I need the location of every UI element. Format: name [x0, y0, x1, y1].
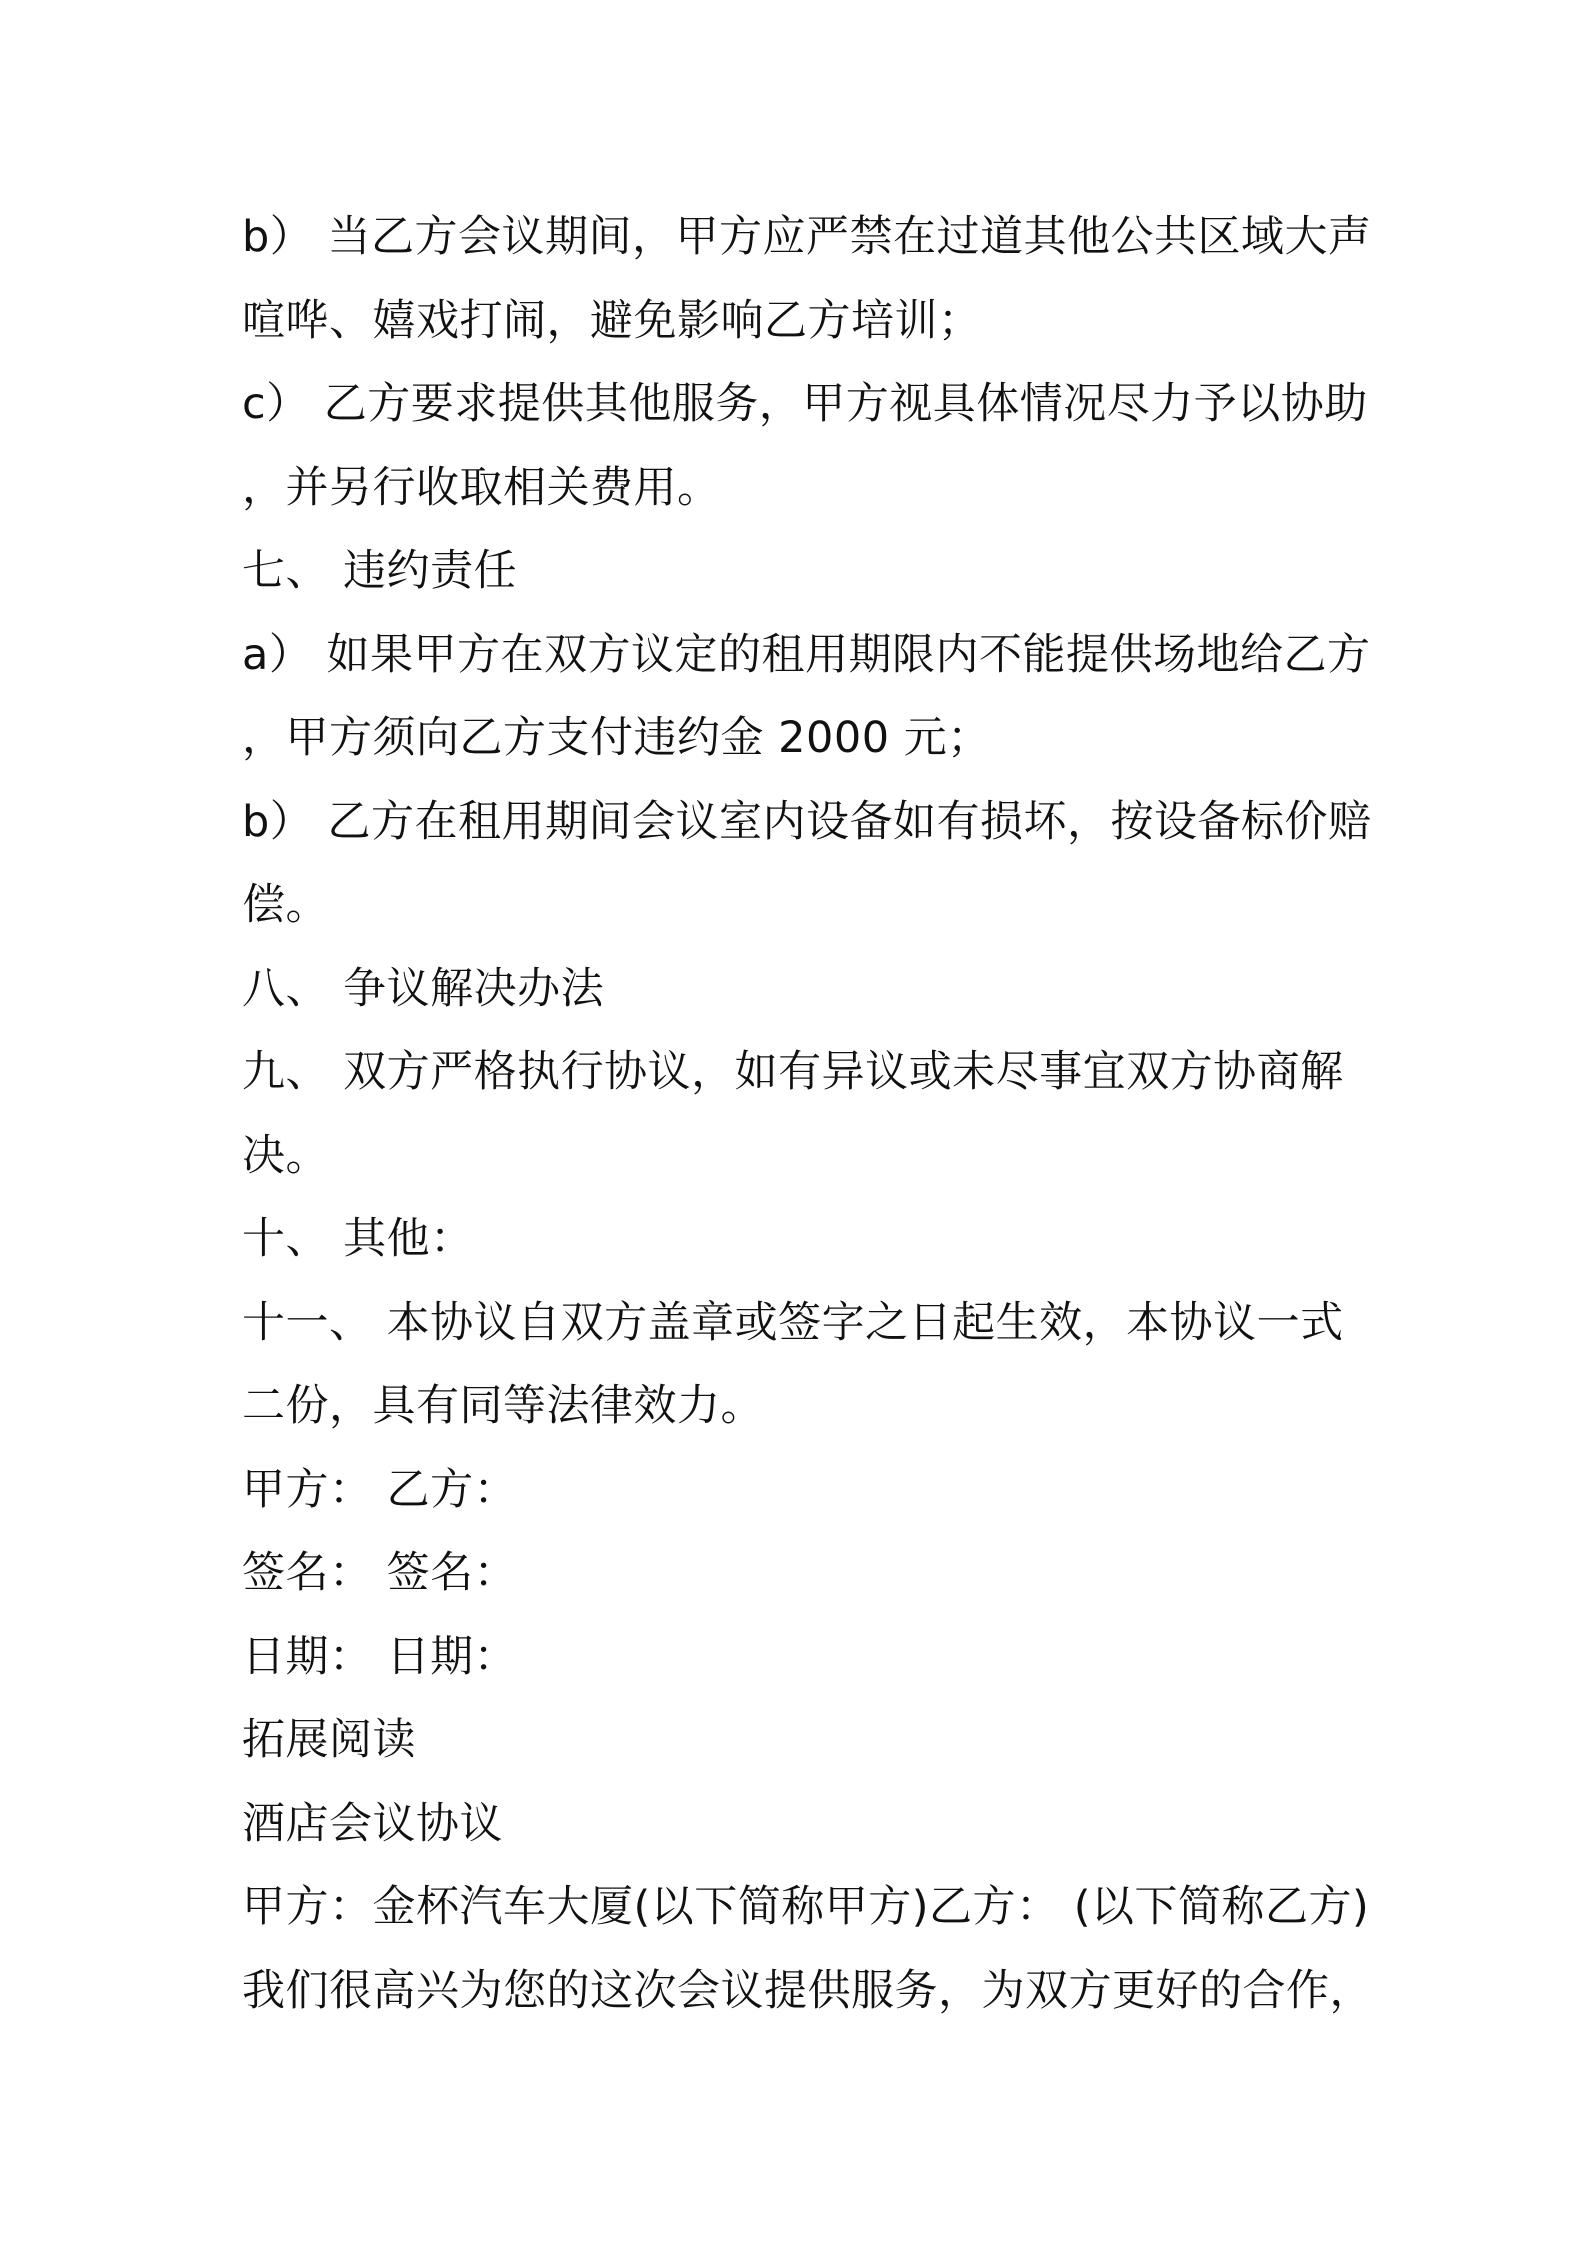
text-line: b） 当乙方会议期间，甲方应严禁在过道其他公共区域大声 [242, 212, 1372, 262]
text-line: 二份，具有同等法律效力。 [242, 1381, 764, 1431]
text-line: ，甲方须向乙方支付违约金 2000 元； [242, 713, 991, 763]
section-heading: 八、 争议解决办法 [242, 963, 605, 1014]
document-body [242, 196, 1373, 2033]
text-line: 九、 双方严格执行协议，如有异议或未尽事宜双方协商解 [242, 1047, 1344, 1097]
text-line: c） 乙方要求提供其他服务，甲方视具体情况尽力予以协助 [242, 379, 1368, 429]
signature-date-line: 日期： 日期： [242, 1631, 518, 1682]
text-line: 偿。 [242, 880, 329, 930]
text-line: a） 如果甲方在双方议定的租用期限内不能提供场地给乙方 [242, 629, 1371, 680]
text-line: ，并另行收取相关费用。 [242, 462, 721, 513]
text-line: 决。 [242, 1130, 329, 1181]
signature-name-line: 签名： 签名： [242, 1548, 518, 1598]
text-line: 喧哗、嬉戏打闹，避免影响乙方培训； [242, 295, 982, 346]
extended-reading-heading: 拓展阅读 [242, 1715, 416, 1765]
signature-party-line: 甲方： 乙方： [242, 1464, 518, 1515]
section-heading: 十、 其他： [242, 1214, 474, 1264]
text-line: 甲方：金杯汽车大厦(以下简称甲方)乙方： (以下简称乙方) [242, 1882, 1370, 1932]
text-line: b） 乙方在租用期间会议室内设备如有损坏，按设备标价赔 [242, 796, 1372, 847]
section-heading: 七、 违约责任 [242, 546, 518, 596]
text-line: 我们很高兴为您的这次会议提供服务，为双方更好的合作， [242, 1965, 1373, 2016]
agreement-title: 酒店会议协议 [242, 1798, 503, 1849]
text-line: 十一、 本协议自双方盖章或签字之日起生效，本协议一式 [242, 1297, 1344, 1348]
